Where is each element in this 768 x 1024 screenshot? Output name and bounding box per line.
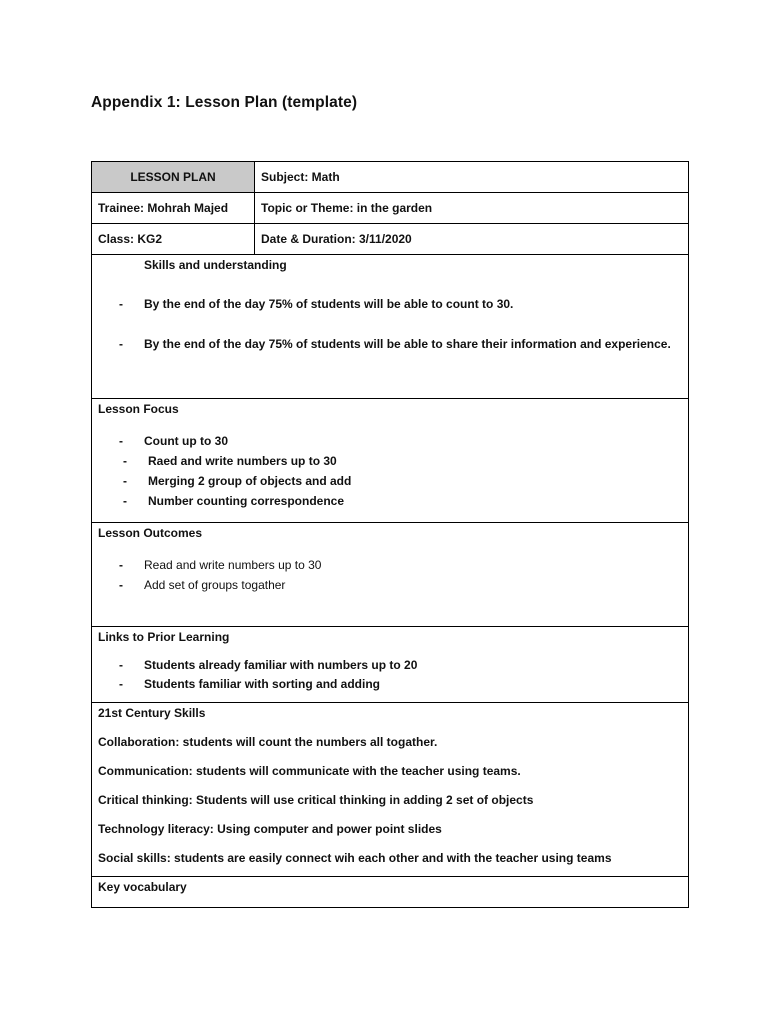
list-item [119,677,380,691]
dash-bullet: - [119,297,123,311]
dash-bullet: - [119,658,123,672]
skills-item-text: By the end of the day 75% of students will be able to share their information and experience. [144,337,671,351]
key-vocabulary-section [92,877,688,907]
dash-bullet: - [119,578,123,592]
subject-cell: Subject: Math [261,170,340,184]
dash-bullet: - [119,434,123,448]
list-item [119,297,513,311]
century-skills-title: 21st Century Skills [98,706,206,720]
collaboration-line: Collaboration: students will count the numbers all togather. [98,735,438,749]
lesson-plan-header: LESSON PLAN [92,162,255,192]
prior-item-text: Students familiar with sorting and adding [144,677,381,691]
skills-item-text: By the end of the day 75% of students will be able to count to 30. [144,297,514,311]
lesson-outcomes-title: Lesson Outcomes [98,526,203,540]
skills-title: Skills and understanding [144,258,287,272]
prior-learning-section [92,627,688,703]
list-item [123,454,337,468]
table-row [92,162,688,193]
focus-item-text: Raed and write numbers up to 30 [148,454,337,468]
trainee-cell: Trainee: Mohrah Majed [92,193,255,223]
list-item [123,494,344,508]
list-item [119,578,285,592]
list-item [119,434,228,448]
lesson-focus-section [92,399,688,523]
dash-bullet: - [123,454,127,468]
dash-bullet: - [119,558,123,572]
skills-section [92,255,688,399]
outcome-item-text: Add set of groups togather [144,578,286,592]
list-item [119,658,417,672]
dash-bullet: - [123,474,127,488]
lesson-outcomes-section [92,523,688,627]
technology-literacy-line: Technology literacy: Using computer and power point slides [98,822,442,836]
page-title: Appendix 1: Lesson Plan (template) [91,94,358,111]
class-cell: Class: KG2 [92,224,255,254]
key-vocabulary-title: Key vocabulary [98,880,187,894]
focus-item-text: Merging 2 group of objects and add [148,474,352,488]
focus-item-text: Count up to 30 [144,434,228,448]
date-duration-cell: Date & Duration: 3/11/2020 [261,232,412,246]
list-item [119,337,671,351]
list-item [123,474,351,488]
table-row [92,224,688,255]
social-skills-line: Social skills: students are easily connect wih each other and with the teacher using teams [98,851,612,865]
outcome-item-text: Read and write numbers up to 30 [144,558,322,572]
prior-learning-title: Links to Prior Learning [98,630,230,644]
lesson-plan-table [91,161,689,908]
dash-bullet: - [119,677,123,691]
list-item [119,558,321,572]
table-row [92,193,688,224]
critical-thinking-line: Critical thinking: Students will use critical thinking in adding 2 set of objects [98,793,534,807]
focus-item-text: Number counting correspondence [148,494,345,508]
lesson-focus-title: Lesson Focus [98,402,179,416]
communication-line: Communication: students will communicate with the teacher using teams. [98,764,521,778]
century-skills-section [92,703,688,877]
prior-item-text: Students already familiar with numbers up to 20 [144,658,418,672]
dash-bullet: - [119,337,123,351]
topic-cell: Topic or Theme: in the garden [261,201,433,215]
dash-bullet: - [123,494,127,508]
